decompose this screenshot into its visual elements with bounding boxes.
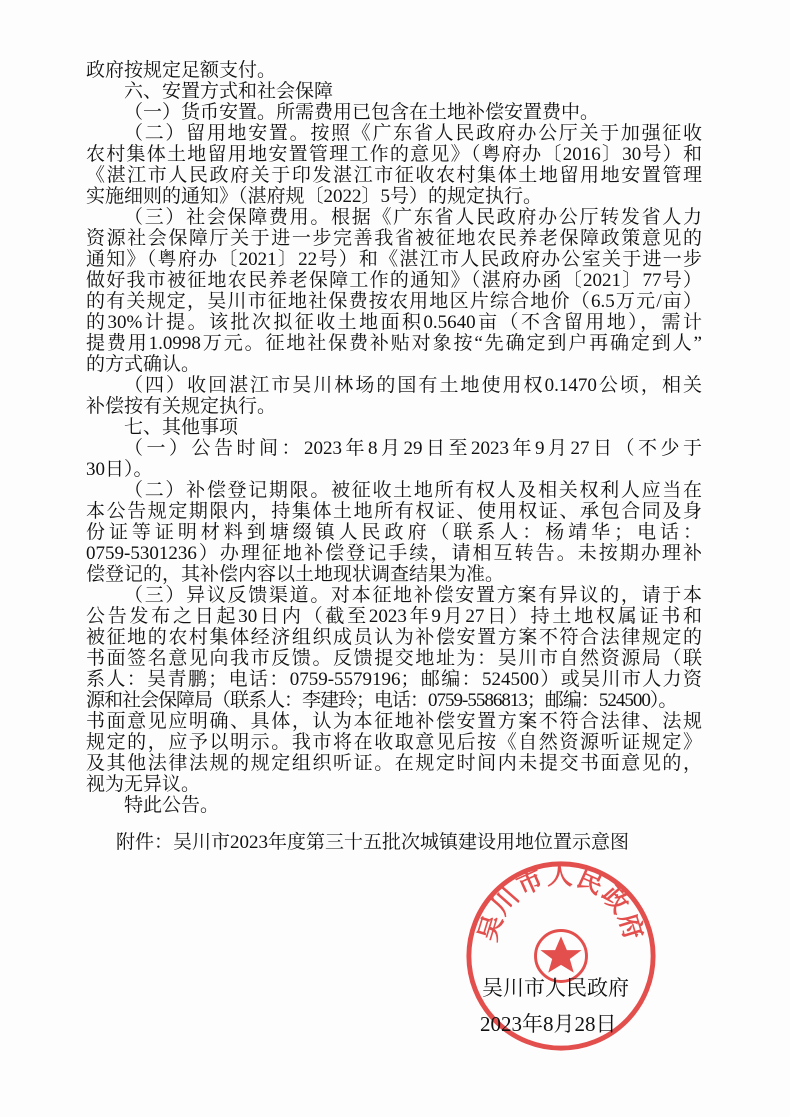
text-line: 被征地的农村集体经济组织成员认为补偿安置方案不符合法律规定的 [86,627,702,648]
text-line: 本公告规定期限内，持集体土地所有权证、使用权证、承包合同及身 [86,501,702,522]
issue-date: 2023年8月28日 [480,1012,617,1036]
text-line: 份证等证明材料到塘缀镇人民政府（联系人：杨靖华；电话： [86,522,702,543]
text-line: （二）留用地安置。按照《广东省人民政府办公厅关于加强征收 [124,123,702,144]
text-line: （三）异议反馈渠道。对本征地补偿安置方案有异议的，请于本 [124,585,702,606]
text-line: 的有关规定，吴川市征地社保费按农用地区片综合地价（6.5万元/亩） [86,291,702,312]
text-line: 公告发布之日起30日内（截至2023年9月27日）持土地权属证书和 [86,606,702,627]
notice-body [86,60,702,816]
text-line: 的30%计提。该批次拟征收土地面积0.5640亩（不含留用地），需计 [86,312,702,333]
text-line: 农村集体土地留用地安置管理工作的意见》（粤府办〔2016〕30号）和 [86,144,702,165]
text-line: 通知》（粤府办〔2021〕22号）和《湛江市人民政府办公室关于进一步 [86,249,702,270]
text-line: 做好我市被征地农民养老保障工作的通知》（湛府办函〔2021〕77号） [86,270,702,291]
closing-line: 特此公告。 [124,795,220,816]
text-line: 资源社会保障厅关于进一步完善我省被征地农民养老保障政策意见的 [86,228,702,249]
text-line: （三）社会保障费用。根据《广东省人民政府办公厅转发省人力 [124,207,702,228]
text-line: 书面意见应明确、具体，认为本征地补偿安置方案不符合法律、法规 [86,711,702,732]
text-line: （二）补偿登记期限。被征收土地所有权人及相关权利人应当在 [124,480,702,501]
svg-text:吴川市人民政府 [473,861,649,945]
text-line: 30日）。 [86,459,153,480]
seal-text: 吴川市人民政府 [473,860,649,945]
section-heading: 六、安置方式和社会保障 [124,81,334,102]
text-line: 视为无异议。 [86,774,201,795]
text-line: 规定的，应予以明示。我市将在收取意见后按《自然资源听证规定》 [86,732,702,753]
section-heading: 七、其他事项 [124,417,239,438]
text-line: 源和社会保障局（联系人：李建玲；电话：0759-5586813；邮编：524500）。 [86,690,677,711]
attachment-line: 附件：吴川市2023年度第三十五批次城镇建设用地位置示意图 [116,832,630,853]
text-line: 补偿按有关规定执行。 [86,396,277,417]
text-line: 提费用1.0998万元。征地社保费补贴对象按“先确定到户再确定到人” [86,333,702,354]
text-line: 系人：吴青鹏；电话：0759-5579196；邮编：524500）或吴川市人力资 [86,669,702,690]
text-line: 实施细则的通知》（湛府规〔2022〕5号）的规定执行。 [86,186,543,207]
text-line: （四）收回湛江市吴川林场的国有土地使用权0.1470公顷，相关 [124,375,702,396]
text-line: 《湛江市人民政府关于印发湛江市征收农村集体土地留用地安置管理 [86,165,702,186]
text-line: 书面签名意见向我市反馈。反馈提交地址为：吴川市自然资源局（联 [86,648,702,669]
text-line: 的方式确认。 [86,354,201,375]
national-emblem-icon [536,931,587,982]
issuer-signature: 吴川市人民政府 [482,976,629,1000]
text-line: （一）公告时间：2023年8月29日至2023年9月27日（不少于 [124,438,702,459]
text-line: 偿登记的，其补偿内容以土地现状调查结果为准。 [86,564,505,585]
text-line: （一）货币安置。所需费用已包含在土地补偿安置费中。 [124,102,600,123]
text-line: 0759-5301236）办理征地补偿登记手续，请相互转告。未按期办理补 [86,543,702,564]
text-line: 及其他法律法规的规定组织听证。在规定时间内未提交书面意见的， [86,753,702,774]
text-line: 政府按规定足额支付。 [86,60,277,81]
